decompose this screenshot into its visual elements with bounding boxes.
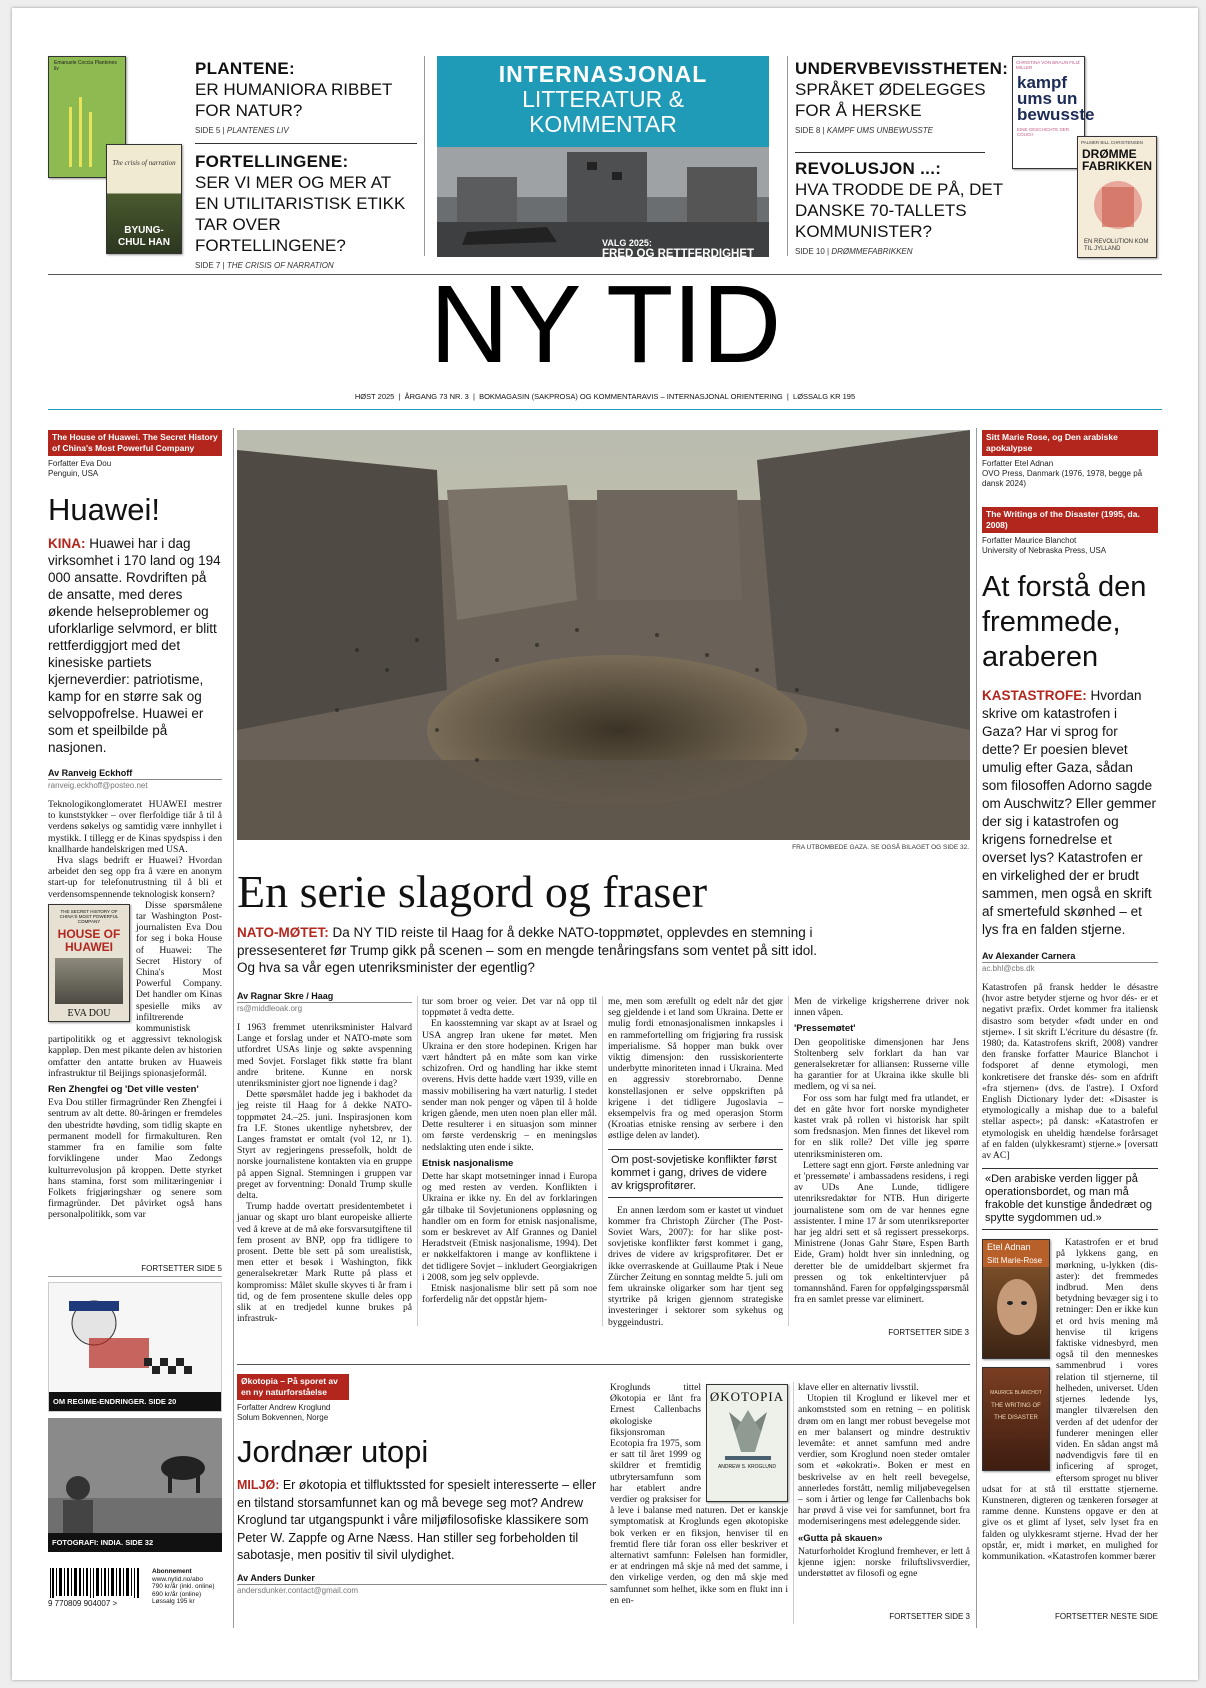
main-headline[interactable]: En serie slagord og fraser (237, 866, 708, 917)
lead-text: Hvordan skrive om katastrofen i Gaza? Har vi sprog for dette? Er poesien blevet umulig efter Gaza, sådan som filosoffen Adorno sagde om Auschwitz? Eller gemmer der sig i katastrofen og krigens fornedrelse et overset lys? Katastrofen er en virkelighed der er brudt sammen, men også en skrift af smertefuld skønhed – et lys fra en falden stjerne. (982, 688, 1157, 937)
article-body (798, 1382, 970, 1579)
teaser-divider (195, 143, 417, 144)
teaser-plantene[interactable]: PLANTENE: ER HUMANIORA RIBBET FOR NATUR? SIDE 5 | PLANTENES LIV (195, 59, 393, 135)
author-email[interactable]: andersdunker.contact@gmail.com (237, 1585, 359, 1595)
book-cover-title: The crisis of narration (112, 159, 176, 167)
book-cover-author: CHRISTINA VON BRAUN FILIZ MILLER (1016, 60, 1080, 70)
photo-caption: FRA UTBOMBEDE GAZA. SE OGSÅ BILAGET OG SIDE 32. (792, 844, 969, 851)
review-publisher: University of Nebraska Press, USA (982, 546, 1107, 555)
article-title[interactable]: Jordnær utopi (237, 1434, 429, 1469)
book-cover-subtitle: EN REVOLUTION KOM TIL JYLLAND (1084, 239, 1149, 252)
paragraph: Eva Dou stiller firmagründer Ren Zhengfei i sentrum av alt dette. 80-åringen er fremdeles den ubestridte høvding, som tidlig skapte en permanent modell for firmakulturen. Ren stammer fra en familie som følte forviklingene under Mao Zedongs kulturrevolusjon på kroppen. Dette styrket hans stamina, forst som militæringeniør i Folkets frigjøringshær og senere som firmagründer. Det påvirket også hans personalpolitikk, som var (48, 1097, 222, 1221)
teaser-page: SIDE 7 (195, 261, 221, 270)
review-author: Forfatter Maurice Blanchot (982, 536, 1077, 545)
author-email[interactable]: ranveig.eckhoff@posteo.net (48, 781, 148, 790)
teaser-title: ER HUMANIORA RIBBET FOR NATUR? (195, 80, 393, 120)
right-article-katastrofe (982, 430, 1158, 1562)
book-cover-drommefabrikken[interactable] (1077, 136, 1157, 258)
book-cover-author: MAURICE BLANCHOT (990, 1390, 1042, 1397)
book-cover-author: BYUNG-CHUL HAN (117, 225, 171, 248)
subheading: 'Pressemøtet' (794, 1023, 856, 1035)
teaser-page: SIDE 10 (795, 247, 825, 256)
banner-caption-2: FRED OG RETTFERDIGHET (602, 248, 755, 257)
paragraph: Katastrofen er et brud på lykkens gang, en mørkning, u-lykken (dis-aster): det fremmedes indbrud. Men dens betydning bevæger sig i to retninger: Den er ikke kun et ord hvis mening må henvise til krigens faktiske vidnesbyrd, men også til den menneskes sammenbrud i vores relation til stjernerne, til helheden, universet. Uden stjernes ledende lys, mangler tilværelsen den verden af det udenfor der funderer meningen eller viden. En sådan angst må nødvendigvis føre til en inficering af sproget, eftersom sproget nu bliver udsat for at stå til ersttatte stjernerne. Kunstneren, digteren og tænkeren forsøger at ramme denne. Kunstens opgave er den at give os et glimt af lyset, selv lyset fra en falden og ulykkesramt stjerne. Hvad der her opstår, er, midt i mørket, en mulighed for kommunikation. «Katastrofen kommer bærer (982, 1237, 1158, 1562)
review-tag[interactable]: Økotopia – På sporet av en ny naturforståelse (237, 1374, 349, 1400)
teaser-source: KAMPF UMS UNBEWUSSTE (826, 126, 933, 135)
subscription-price: 790 kr/år (inkl. online) (152, 1583, 215, 1590)
paragraph: Men de virkelige krigsherrene driver nok innen våpen. (794, 996, 969, 1019)
paragraph: klave eller en alternativ livsstil. (798, 1382, 919, 1393)
article-body (982, 982, 1158, 1161)
lead-text: Er økotopia et tilfluktssted for spesielt interesserte – eller en tilstand storsamfunnet kan og må bevege seg mot? Andrew Kroglund tar utgangspunkt i våre miljøfilosofiske klassikere som Peter W. Zappfe og Arne Næss. Han stiller seg forbeholden til sabotasje, men positiv til sivil ulydighet. (237, 1478, 597, 1562)
lead-text: Da NY TID reiste til Haag for å dekke NATO-toppmøtet, opplevdes en stemning i pressesenteret før Trump gikk på scenen – som en mengde tenåringsfans som ventet på sitt idol. Og hva sa vår egen utenriksminister der egentlig? (237, 925, 818, 975)
article-body (422, 996, 597, 1305)
article-body (608, 1205, 783, 1328)
banner-internasjonal-litteratur[interactable] (437, 56, 769, 257)
promo-caption: OM REGIME-ENDRINGER. SIDE 20 (49, 1392, 221, 1411)
bottom-col-1 (610, 1382, 788, 1606)
review-publisher: Solum Bokvennen, Norge (237, 1413, 329, 1422)
paragraph: I 1963 fremmet utenriksminister Halvard Lange et forslag under et NATO-møte som utfordret USAs linje og søkte avspenning med Sovjet. Forslaget fikk støtte fra blant andre britene. Kunne en norsk utenriksminister gjort noe lignende i dag? (237, 1022, 412, 1090)
pull-quote: Om post-sovjetiske konflikter først kommet i gang, drives de videre av krigsprofitører. (608, 1149, 783, 1198)
subscription-info (152, 1568, 215, 1606)
paragraph: En annen lærdom som er kastet ut vinduet kommer fra Christoph Zürcher (The Post-Soviet Wars, 2007): for har slike post-sovjetiske konflikter først kommet i gang, drives de videre av krigsprofitører. Det er ikke overraskende at Guillaume Ptak i Neue Zürcher Zeitung en sonntag meldte 5. juli om fem ukrainske oligarker som har tjent seg styrtrike på krigen gjennom strategiske investeringer i sektorer som sykehus og byggeindustri. (608, 1204, 783, 1328)
book-cover-crisis-of-narration[interactable] (106, 144, 182, 254)
paragraph: Hva slags bedrift er Huawei? Hvordan arbeidet den seg opp fra å være en anonym start-up for telefonutrustning til å bli et verdensomspennende teknologisk konsern? (48, 855, 222, 900)
main-lead (237, 924, 837, 977)
teaser-title: SER VI MER OG MER AT EN UTILITARISTISK ETIKK TAR OVER FORTELLINGENE? (195, 173, 406, 255)
paragraph: tur som broer og veier. Det var nå opp til toppmøtet å vedta dette. (422, 996, 597, 1019)
column-divider (976, 428, 977, 1628)
paragraph: Katastrofen på fransk hedder le désastre (hvor astre betyder stjerne og hvor dés- er et negativt præfix. Ordet kommer fra italiensk disastro som betyder «født under en ond stjerne». I sit skrift L'écriture du désastre (fr. 1980; da. Katastrofens skrift, 2008) vandrer den franske forfatter Maurice Blanchot i fodsporet af denne etymologi, men konkretisere det franske dés- som en afdrift «fra stjernen» (dvs. de l'astre). I Oxford English Dictionary lyder det: «Disaster is etymologically a mishap due to a baleful stellar aspect»; på dansk: «Katastrofen er etymologisk en uheldig hændelse forårsaget af en falden (ulykkesramt) stjerne.» [oversatt av AC] (982, 982, 1158, 1162)
review-author: Forfatter Andrew Kroglund (237, 1403, 331, 1412)
main-col-1 (237, 991, 412, 1324)
book-cover-author: PALMER BILL CHRISTENSEN (1081, 140, 1144, 145)
teaser-source: THE CRISIS OF NARRATION (226, 261, 334, 270)
banner-title-box (437, 56, 769, 147)
teaser-page: SIDE 8 (795, 126, 821, 135)
book-cover-author: ANDREW S. KROGLUND (717, 1464, 777, 1471)
book-cover-title: DRØMME FABRIKKEN (1082, 147, 1153, 173)
author-email[interactable]: rs@middleoak.org (237, 1004, 303, 1013)
book-cover-title: HOUSE OF HUAWEI (57, 926, 121, 954)
article-lead (237, 1477, 607, 1565)
subheading: Ren Zhengfei og 'Det ville vesten' (48, 1084, 199, 1096)
promo-regime-endringer[interactable] (48, 1282, 222, 1412)
main-col-4 (794, 996, 969, 1305)
review-tag[interactable]: The Writings of the Disaster (1995, da. 2008) (982, 507, 1158, 533)
banner-line-3: KOMMENTAR (529, 111, 677, 137)
teaser-label: PLANTENE: (195, 59, 295, 78)
paragraph: Trump hadde overtatt presidentembetet i januar og skapt uro blant europeiske allierte ved å kreve at de må øke forsvarsutgiftene til fem prosent av BNP, opp fra tidligere to prosent. Dette ble sett på som urealistisk, men etter et besøk i Washington, fikk generalsekretær Mark Rutte på plass et kompromiss: Målet skulle skyves ti år fram i tid, og de fem prosentene skulle deles opp slik at en tredjedel kunne brukes på infrastruk- (237, 1201, 412, 1325)
paragraph: For oss som har fulgt med fra utlandet, er det en gåte hvor fort norske myndigheter kastet vrak på rollen vi historisk har spilt som fredsnasjon. Men finnes det likevel rom for en slik rolle? Det ville jeg spørre utenriksministeren om. (794, 1092, 969, 1160)
promo-caption: FOTOGRAFI: INDIA. SIDE 32 (48, 1533, 222, 1552)
book-cover-kampf-ums-unbewusste[interactable] (1012, 56, 1095, 169)
book-cover-title: kampf ums un bewusste (1017, 73, 1095, 124)
teaser-undervbevisstheten[interactable]: UNDERVBEVISSTHETEN: SPRÅKET ØDELEGGES FOR Å HERSKE SIDE 8 | KAMPF UMS UNBEWUSSTE (795, 59, 1009, 135)
teaser-label: FORTELLINGENE: (195, 152, 349, 171)
paragraph: En kaosstemning var skapt av at Israel og USA angrep Iran ukene før møtet. Men Ukraina er den store hodepinen. Krigen har vært håndtert på en måte som kan virke schizofren. Ord og handling har ikke stemt overens. Hvis dette hadde vært 1939, ville en massiv mobilisering ha vært naturlig. I stedet sender man nok penger og våpen til å holde krigen gående, men uten noen plan eller mål. Dette resulterer i en situasjon som minner om første verdenskrig – en meningsløs nedslakting uten ende i sikte. (422, 1018, 597, 1153)
byline: Av Ragnar Skre / Haag (237, 991, 412, 1003)
continue-link[interactable]: FORTSETTER SIDE 3 (889, 1612, 970, 1621)
book-cover-title: ØKOTOPIA (709, 1389, 785, 1404)
book-cover-okotopia[interactable] (706, 1384, 788, 1502)
review-tag[interactable]: Sitt Marie Rose, og Den arabiske apokalypse (982, 430, 1158, 456)
banner-caption-1: VALG 2025: (602, 238, 652, 248)
book-cover-author: EVA DOU (67, 1007, 111, 1019)
column-divider (788, 996, 789, 1326)
promo-fotografi-india[interactable] (48, 1418, 222, 1552)
paragraph: Disse spørsmålene tar Washington Post-journalisten Eva Dou for seg i boka House of Huawei: The Secret History of China's Most Powerful Company. Det handler om Kinas spesielle miks av infiltrerende kommunistisk partipolitikk og et aggressivt teknologisk kappløp. Den mest pikante delen av historien omfatter den antatte bruken av Huaweis infrastruktur til Beijings spionasjeformål. (48, 899, 222, 1079)
book-cover-title: Sitt Marie-Rose (983, 1255, 1049, 1266)
paragraph: Teknologikonglomeratet HUAWEI mestrer to kunststykker – over flerfoldige tiår å til å verdens søkelys og samtidig være innhyllet i mystikk. I tillegg er de Kinas spydspiss i den knallharde handelskrigen med USA. (48, 799, 222, 855)
article-lead (982, 687, 1158, 939)
teaser-page: SIDE 5 (195, 126, 221, 135)
byline: Av Alexander Carnera (982, 951, 1158, 963)
column-divider (417, 996, 418, 1326)
book-cover-subtitle: THE SECRET HISTORY OF CHINA'S MOST POWERFUL COMPANY (59, 908, 119, 924)
book-cover-writing-of-disaster[interactable] (982, 1367, 1050, 1471)
subscription-price: 690 kr/år (online) (152, 1590, 202, 1598)
banner-line-2: LITTERATUR & (522, 86, 684, 112)
subscription-heading: Abonnement (152, 1568, 192, 1575)
book-cover-sitt-marie-rose[interactable] (982, 1239, 1050, 1359)
cartoon-illustration (49, 1283, 222, 1393)
hero-photo-gaza[interactable] (237, 430, 970, 840)
barcode-graphic (48, 1568, 146, 1602)
section-divider (237, 1364, 970, 1365)
newspaper-front-page (12, 8, 1198, 1680)
paragraph: Lettere sagt enn gjort. Første anledning var et 'pressemøte' i ambassadens residens, i regi av UDs Ane Lunde, tidligere utenriksredaktør for NTB. Hun dirigerte journalistene som om de var hennes egne assistenter. I mine 17 år som utenriksreporter har jeg aldri sett et så regissert pressekorps. Ministrene (Jonas Gahr Støre, Espen Barth Eide, Gram) holdt hver sin innledning, og deretter ble de umiddelbart skjermet fra pressen og tok enkeltintervjuer på tomannshånd. Faren for oppfølgingsspørsmål fra en samlet presse var eliminert. (794, 1159, 969, 1306)
lead-text: Huawei har i dag virksomhet i 170 land og 194 000 ansatte. Rovdriften på de ansatte, med deres økende helseproblemer og uforklarlige selvmord, er blitt rettferdiggjort med det kinesiske partiets kjerneverdier: patriotisme, kamp for en større sak og selvoppofrelse. Huawei er som et speilbilde på nasjonen. (48, 536, 221, 755)
article-body (237, 1022, 412, 1324)
barcode-block (48, 1568, 222, 1612)
teaser-fortellingene[interactable]: FORTELLINGENE: SER VI MER OG MER AT EN UTILITARISTISK ETIKK TAR OVER FORTELLINGENE? SIDE 7 | THE CRISIS OF NARRATION (195, 152, 406, 270)
review-tag[interactable]: The House of Huawei. The Secret History of China's Most Powerful Company (48, 430, 222, 456)
continue-link[interactable]: FORTSETTER SIDE 3 (888, 1328, 969, 1337)
teaser-label: UNDERVBEVISSTHETEN: (795, 59, 1009, 78)
paragraph: Utopien til Kroglund er likevel mer et ankomststed som en retning – en politisk drøm om en langt mer robust bevegelse mot en mer balansert og mindre destruktiv levemåte: et annet samfunn med andre verdier, som Kroglund noen steder omtaler som et «økokrati». Boken er mest en beskrivelse av en helt reell bevegelse, annerledes forstått, nemlig miljøbevegelsen – som i årtier og lenge før Callenbachs bok har prøvd å vise vei for samfunnet, bort fra moderniseringens mest ødeleggende sider. (798, 1393, 970, 1528)
subheading: Etnisk nasjonalisme (422, 1157, 514, 1169)
article-body (794, 996, 969, 1305)
article-kicker: KINA: (48, 536, 86, 551)
barcode-number: 9 770809 904007 > (48, 1599, 118, 1608)
paragraph: Dette har skapt motsetninger innad i Europa og med resten av verden. Konflikten i Ukraina er ikke ny. En del av forklaringen går tilbake til Sovjetunionens oppløsning og handler om en form for etnisk nasjonalisme, som er beskrevet av Alf Grannes og Daniel Heradstveit (Etnisk nasjonalisme, 1994). Det er nøkkelfaktoren i mange av konfliktene i det tidligere Sovjet – inkludert Georgiakrigen i 2008, som jeg selv opplevde. (422, 1171, 597, 1283)
book-cover-title: THE WRITING OF THE DISASTER (991, 1403, 1041, 1421)
india-photo (48, 1418, 222, 1552)
byline: Av Ranveig Eckhoff (48, 768, 222, 780)
main-col-3 (608, 996, 783, 1328)
gaza-destruction-photo (237, 430, 970, 840)
teaser-title: HVA TRODDE DE PÅ, DET DANSKE 70-TALLETS KOMMUNISTER? (795, 180, 1003, 241)
banner-line-1: INTERNASJONAL (498, 61, 708, 87)
review-publisher: OVO Press, Danmark (1976, 1978, begge på dansk 2024) (982, 469, 1143, 488)
column-divider (233, 428, 234, 1628)
article-body (48, 799, 222, 1221)
book-cover-subtitle: EINE GESCHICHTE DER COUCH (1017, 127, 1070, 137)
masthead-subline: HØST 2025 | ÅRGANG 73 NR. 3 | BOKMAGASIN (SAKPROSA) OG KOMMENTARAVIS – INTERNASJONAL ORIENTERING | LØSSALG KR 195 (354, 392, 856, 401)
book-cover-house-of-huawei[interactable] (48, 904, 130, 1022)
building-graphic (55, 958, 123, 1004)
teaser-title: SPRÅKET ØDELEGGES FOR Å HERSKE (795, 80, 986, 120)
banner-caption (602, 238, 754, 257)
face-graphic (983, 1267, 1051, 1347)
paragraph: me, men som ærefullt og edelt når det gjør seg gjeldende i et land som Ukraina. Dette er mulig fordi etnonasjonalismen innkapsles i en rammefortelling om frigjøring fra russisk imperialisme. Så hopper man bukk over viktig dimensjon: den russiskorienterte underbytte minoriteten innad i Ukraina. Med en aggressiv storebrornabo. Denne konstellasjonen er selve oppskriften på krigene i det tidligere Jugoslavia – eksempelvis fra og med operasjon Storm (Kroatias etniske rensing av serbere i den østlige delen av landet). (608, 996, 783, 1142)
article-title[interactable]: At forstå den fremmede, araberen (982, 571, 1147, 673)
subscription-url[interactable]: www.nytid.no/abo (152, 1575, 203, 1583)
author-email[interactable]: ac.bhl@cbs.dk (982, 964, 1035, 973)
article-title[interactable]: Huawei! (48, 492, 160, 527)
bottom-col-2 (798, 1382, 970, 1579)
subheading: «Gutta på skauen» (798, 1532, 883, 1544)
review-author: Forfatter Etel Adnan (982, 459, 1054, 468)
article-body (982, 1237, 1158, 1562)
teaser-source: PLANTENES LIV (226, 126, 289, 135)
article-kicker: NATO-MØTET: (237, 925, 329, 940)
article-body (610, 1382, 788, 1606)
paragraph: Etnisk nasjonalisme blir sett på som noe forferdelig når det oppstår hjem- (422, 1283, 597, 1306)
review-publisher: Penguin, USA (48, 469, 99, 478)
masthead-logo[interactable]: NY TID (429, 263, 781, 386)
main-col-2 (422, 996, 597, 1305)
column-divider (602, 996, 603, 1326)
masthead-bottom-rule (48, 409, 1162, 410)
paragraph: Dette spørsmålet hadde jeg i bakhodet da jeg reiste til Haag for å dekke NATO-toppmøtet 24.–25. juni. Inspirasjonen kom fra I.F. Stones ukentlige nyhetsbrev, der Langes framstøt er omtalt (vol 12, nr 1). Styrt av regjeringens pressefolk, holdt de norske journalistene kontakten via en gruppe på appen Signal. Stemningen i gruppen var preget av forventning: Donald Trump skulle delta. (237, 1089, 412, 1202)
wolf-graphic (707, 1402, 789, 1462)
article-body (608, 996, 783, 1142)
teaser-label: REVOLUSJON ...: (795, 159, 942, 178)
teaser-divider (795, 152, 985, 153)
continue-link[interactable]: FORTSETTER NESTE SIDE (1055, 1612, 1158, 1621)
bottom-article-okotopia (237, 1374, 607, 1604)
article-lead (48, 535, 222, 756)
paragraph: Kroglunds tittel Økotopia er lånt fra Ernest Callenbachs økologiske fiksjonsroman Ecotopia fra 1975, som er satt til året 1999 og skildrer et fremtidig utbrytersamfunn som har etablert andre verdier og praksiser for å leve i balanse med naturen. Det er kanskje symptomatisk at Kroglunds egen økotopiske bok verken er en fiksjon, henviser til en fremtid flere tiår foran oss eller beskriver et alternativt samfunn: Følelsen han formidler, er at endringen må skje nå med det samme, i den virkelige verden, og den må skje med samfunnet som helhet, ikke som en flukt inn i en en- (610, 1382, 788, 1606)
left-article-huawei (48, 430, 222, 1221)
continue-link[interactable]: FORTSETTER SIDE 5 (141, 1264, 222, 1273)
paragraph: Den geopolitiske dimensjonen har Jens Stoltenberg selv forklart da han var generalsekretær for alliansen: Russerne ville ha garantier for at Ukraina ikke skulle bli medlem, og vi sa nei. (794, 1036, 969, 1093)
portrait-graphic (1078, 175, 1158, 235)
subscription-price: Løssalg 195 kr (152, 1598, 195, 1605)
pull-quote: «Den arabiske verden ligger på operationsbordet, og man må frakoble det kunstige åndedræt og spytte sygdommen ud.» (982, 1168, 1158, 1230)
teaser-revolusjon[interactable]: REVOLUSJON ...: HVA TRODDE DE PÅ, DET DANSKE 70-TALLETS KOMMUNISTER? SIDE 10 | DRØMMEFABRIKKEN (795, 159, 1003, 256)
column-divider (787, 56, 788, 256)
article-kicker: MILJØ: (237, 1478, 280, 1492)
column-divider (424, 56, 425, 256)
paragraph: Naturforholdet Kroglund fremhever, er lett å kjenne igjen: norske friluftslivsverdier, understøttet av filosofi og egne (798, 1545, 970, 1580)
book-cover-text: Emanuele Coccia Plantenes liv (54, 60, 117, 72)
divider (48, 1276, 222, 1277)
column-divider (793, 1382, 794, 1624)
review-author: Forfatter Eva Dou (48, 459, 112, 468)
book-cover-author: Etel Adnan (983, 1240, 1049, 1255)
article-kicker: KASTASTROFE: (982, 688, 1087, 703)
teaser-source: DRØMMEFABRIKKEN (831, 247, 913, 256)
byline: Av Anders Dunker (237, 1573, 607, 1585)
